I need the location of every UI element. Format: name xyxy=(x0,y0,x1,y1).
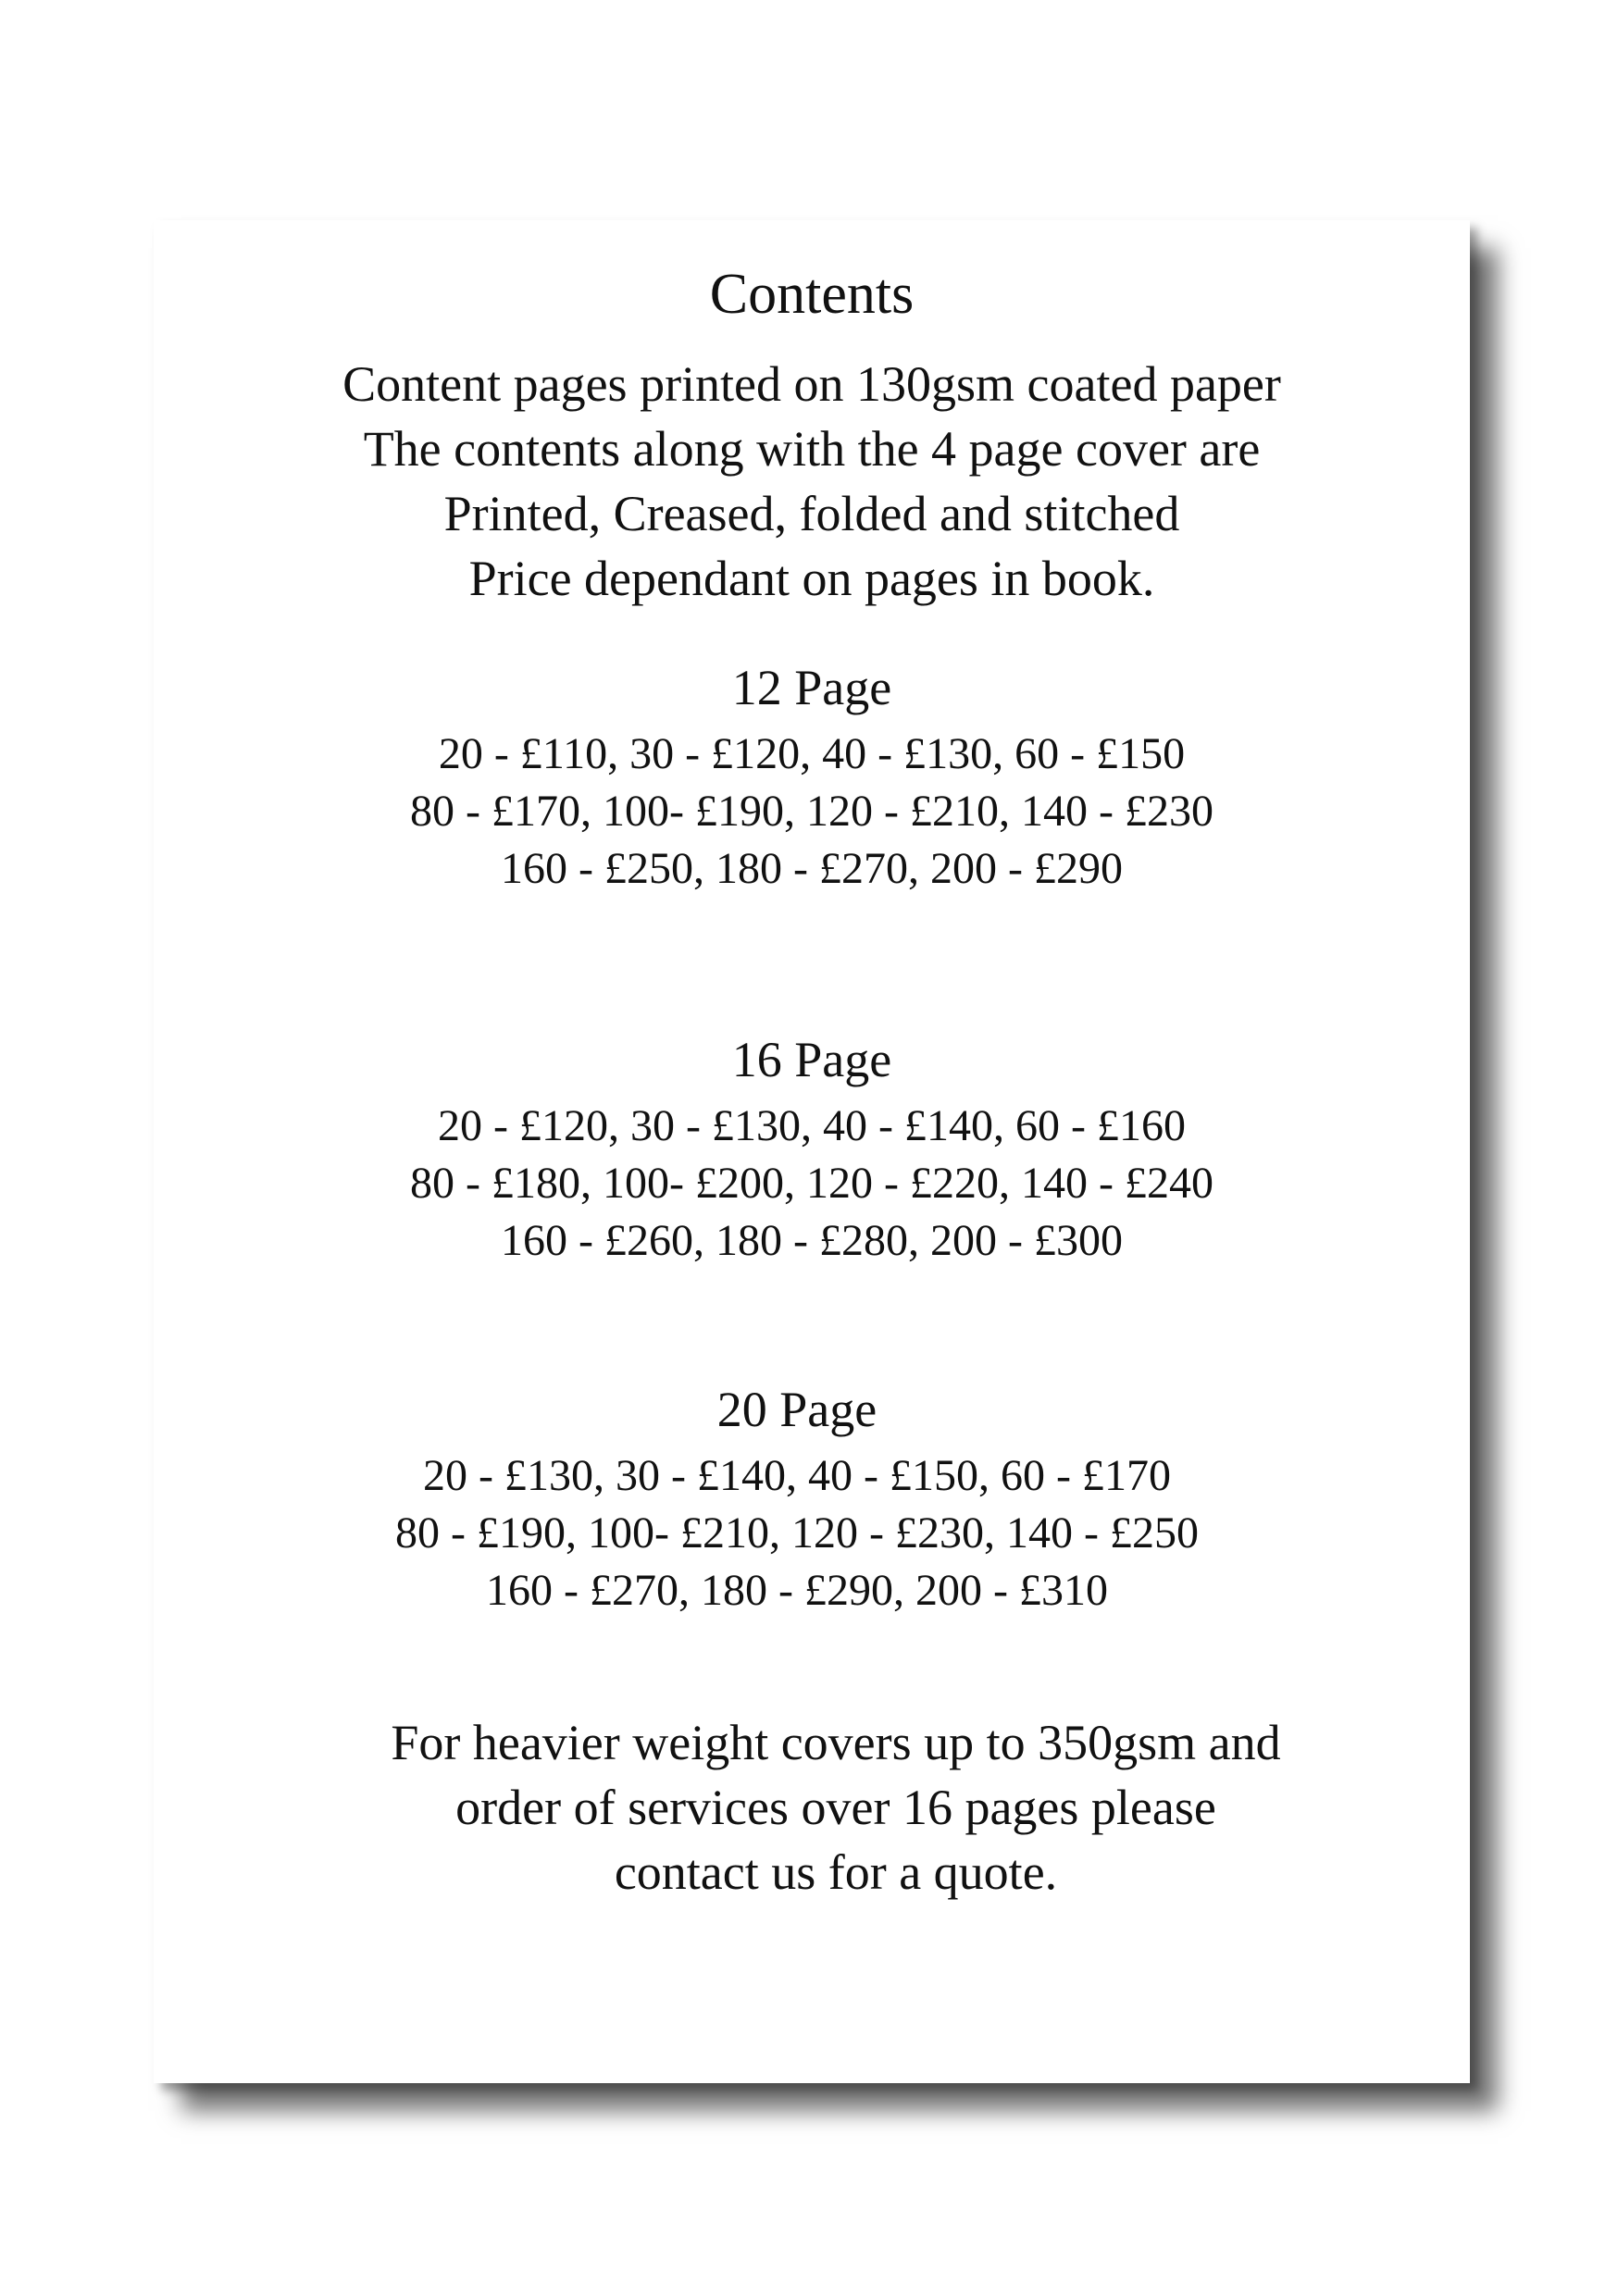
section-heading-16-page: 16 Page xyxy=(731,1032,892,1087)
price-line: 20 - £120, 30 - £130, 40 - £140, 60 - £160 xyxy=(438,1101,1186,1150)
price-line: 160 - £260, 180 - £280, 200 - £300 xyxy=(501,1216,1123,1265)
intro-line: Content pages printed on 130gsm coated paper xyxy=(342,356,1281,412)
intro-line: Price dependant on pages in book. xyxy=(468,551,1155,606)
price-list-16-page xyxy=(154,1098,1470,1270)
section-heading-20-page: 20 Page xyxy=(716,1382,877,1437)
section-heading-12-page: 12 Page xyxy=(731,660,892,715)
price-line: 80 - £180, 100- £200, 120 - £220, 140 - £240 xyxy=(410,1159,1214,1208)
footer-line: contact us for a quote. xyxy=(614,1844,1058,1900)
price-line: 20 - £130, 30 - £140, 40 - £150, 60 - £170 xyxy=(423,1451,1171,1500)
intro-line: Printed, Creased, folded and stitched xyxy=(443,486,1180,541)
intro-line: The contents along with the 4 page cover are xyxy=(363,421,1261,477)
intro-text xyxy=(154,352,1470,611)
footer-note xyxy=(178,1710,1494,1905)
price-list-20-page xyxy=(139,1447,1455,1620)
footer-line: order of services over 16 pages please xyxy=(455,1780,1216,1835)
price-line: 80 - £170, 100- £190, 120 - £210, 140 - £230 xyxy=(410,787,1214,836)
price-line: 160 - £270, 180 - £290, 200 - £310 xyxy=(486,1566,1108,1615)
price-line: 20 - £110, 30 - £120, 40 - £130, 60 - £150 xyxy=(438,729,1186,778)
document-page xyxy=(154,220,1470,2083)
price-line: 160 - £250, 180 - £270, 200 - £290 xyxy=(501,844,1123,893)
price-list-12-page xyxy=(154,726,1470,898)
footer-line: For heavier weight covers up to 350gsm and xyxy=(391,1715,1281,1770)
page-title: Contents xyxy=(709,263,915,326)
price-line: 80 - £190, 100- £210, 120 - £230, 140 - £250 xyxy=(395,1508,1199,1558)
